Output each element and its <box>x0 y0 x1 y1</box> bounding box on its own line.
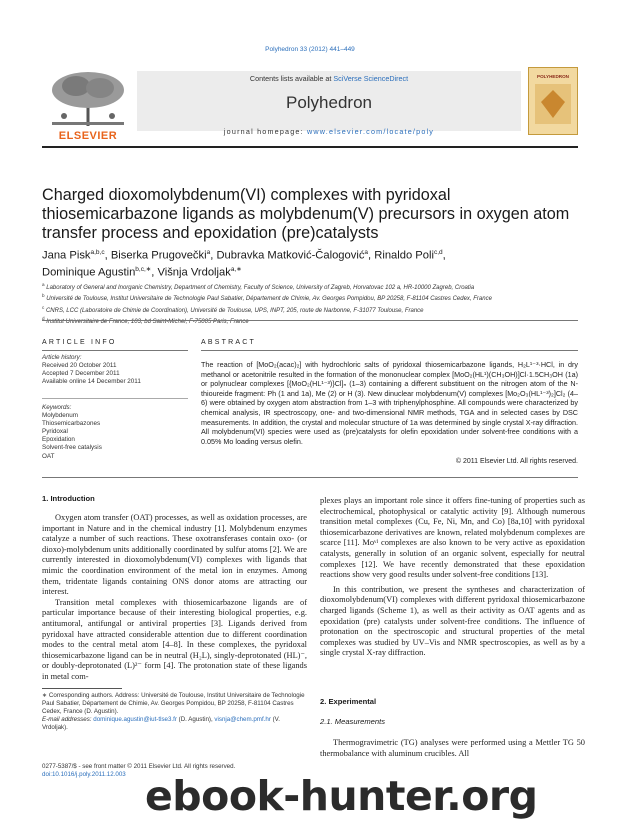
author-affiliation-mark: a,b,c <box>90 249 105 256</box>
author-separator: , <box>442 249 446 262</box>
author-name: Biserka Prugovečki <box>110 249 207 262</box>
cover-title: POLYHEDRON <box>537 74 569 79</box>
contents-line <box>137 74 521 83</box>
right-column-body <box>320 496 585 659</box>
affiliation-text: Laboratory of General and Inorganic Chemistry, Department of Chemistry, Faculty of Science, University of Zagreb, Horvatovac 102 a, HR-10000 Zagreb, Croatia <box>44 285 475 291</box>
email-owner: (V. Vrdoljak). <box>42 716 280 731</box>
copyright: © 2011 Elsevier Ltd. All rights reserved. <box>455 458 578 465</box>
history-received: Received 20 October 2011 <box>42 362 117 370</box>
author-affiliation-mark: a <box>206 249 211 256</box>
divider <box>42 350 188 351</box>
header-rule <box>42 146 578 148</box>
journal-name: Polyhedron <box>285 93 372 112</box>
keyword: OAT <box>42 452 55 460</box>
article-history <box>42 354 188 386</box>
history-label: Article history: <box>42 354 82 361</box>
doi-link[interactable]: doi:10.1016/j.poly.2011.12.003 <box>42 771 126 778</box>
keyword: Pyridoxal <box>42 428 68 436</box>
affiliation <box>42 304 582 315</box>
history-accepted: Accepted 7 December 2011 <box>42 370 120 378</box>
keywords <box>42 404 188 461</box>
intro-paragraph: Oxygen atom transfer (OAT) processes, as well as oxidation processes, are important in Nature and in the chemical industry [1]. Molybdenum enzymes catalyze a number of such reactions. These oxotransferases contain oxo- (or dioxo)-molybdenum units additionally coordinated by sulfur atoms [2]. We are currently interested in dioxomolybdenum(VI) complexes with ligands that mimic the coordination environment of the metal ion in enzymes. Among them, tridentate ligands containing ONS donor atoms are attracting our interest. <box>42 513 307 597</box>
subsection-heading-measurements: 2.1. Measurements <box>320 717 385 726</box>
footnote-text: ∗ Corresponding authors. Address: Université de Toulouse, Institut Universitaire de Technologie Paul Sabatier, Département de Chimie, Av. Georges Pompidou, BP 20258, F-81104 Castres Cedex, France (D. Agustin). <box>42 692 305 715</box>
author-list <box>42 246 582 280</box>
article-info-heading: ARTICLE INFO <box>42 339 117 346</box>
author-name: Višnja Vrdoljak <box>157 266 231 279</box>
author-affiliation-mark: b,c,∗ <box>135 266 152 274</box>
measurements-body <box>320 738 585 759</box>
footnote-emails <box>42 716 307 732</box>
journal-homepage <box>137 127 521 136</box>
divider <box>201 350 578 351</box>
homepage-link[interactable]: www.elsevier.com/locate/poly <box>307 127 435 136</box>
issn-line: 0277-5387/$ - see front matter © 2011 Elsevier Ltd. All rights reserved. <box>42 763 236 770</box>
affiliation-mark: b <box>42 293 45 299</box>
history-online: Available online 14 December 2011 <box>42 378 141 386</box>
homepage-prefix: journal homepage: <box>223 127 308 136</box>
affiliation-mark: d <box>42 315 45 321</box>
keyword: Epoxidation <box>42 436 75 444</box>
author-separator: , <box>104 249 111 262</box>
left-column-body <box>42 513 307 683</box>
abstract-text: The reaction of [MoO₂(acac)₂] with hydrochloric salts of pyridoxal thiosemicarbazone ligands, H₂L¹⁻³·HCl, in dry methanol or acetonitrile resulted in the formation of the mononuclear complex [MoO₂(HL¹)(CH₃OH)]Cl·1.5CH₃OH (1a) or polynuclear complexes [{MoO₂(HL¹⁻³)}Cl]ₙ (1–3) containing a different substituent on the nitrogen atom of the N-thioureide fragment: Ph (1 and 1a), Me (2) or H (3). New dinuclear molybdenum(V) complexes [Mo₂O₃(HL¹⁻³)₂]Cl₂ (4–6) were obtained by oxygen atom abstraction from 1–3 with triphenylphosphine. All compounds were characterized by chemical analysis, IR spectroscopy, one- and two-dimensional NMR methods, TGA and in selected cases by DSC measurements. In addition, the crystal and molecular structure of 1a was determined by single crystal X-ray diffraction. All molybdenum(VI) species were used as (pre)catalysts for olefin epoxidation under solvent-free conditions with a 0.05% Mo loading versus olefin. <box>201 360 578 446</box>
corresponding-author-footnote <box>42 692 307 732</box>
journal-reference[interactable]: Polyhedron 33 (2012) 441–449 <box>265 46 355 53</box>
keyword: Thiosemicarbazones <box>42 420 101 428</box>
author-name: Dominique Agustin <box>42 266 136 279</box>
intro-paragraph: Transition metal complexes with thiosemicarbazone ligands are of particular importance because of their interesting biological properties, e.g. antitumoral, antifungal or antiviral properties [3]. Ligands derived from pyridoxal have attracted considerable attention due to different coordination modes to the central metal atom [4–8]. In these complexes, the pyridoxal thiosemicarbazone ligand can be in neutral (H₂L), singly-deprotonated (HL)⁻, or doubly-deprotonated (L)²⁻ form [4]. The protonation state of these ligands in metal com- <box>42 597 307 681</box>
affiliation-mark: c <box>42 304 45 310</box>
divider <box>42 477 578 478</box>
author-name: Jana Pisk <box>42 249 91 262</box>
keyword: Molybdenum <box>42 412 79 420</box>
affiliation-text: Université de Toulouse, Institut Universitaire de Technologie Paul Sabatier, Département de Chimie, Av. Georges Pompidou, BP 20258, F-81104 Castres Cedex, France <box>44 296 492 303</box>
body-paragraph: In this contribution, we present the syntheses and characterization of dioxomolybdenum(VI) complexes with different pyridoxal thiosemicarbazone charged ligands (Scheme 1), as well as their activity as OAT agents and as epoxidation (pre) catalysts under solvent-free conditions. The influence of protonation on the spectroscopic and structural properties of the metal complexes was studied by UV–Vis and NMR spectroscopies, as well as by a single crystal X-ray diffraction. <box>320 584 585 658</box>
footnote-rule <box>42 688 122 689</box>
sciencedirect-link[interactable]: SciVerse ScienceDirect <box>333 74 409 83</box>
article-title: Charged dioxomolybdenum(VI) complexes with pyridoxal thiosemicarbazone ligands as molybdenum(V) precursors in oxygen atom transfer process and epoxidation (pre)catalysts <box>42 186 570 243</box>
cover-art <box>529 68 577 134</box>
section-heading-experimental: 2. Experimental <box>320 697 377 706</box>
divider <box>42 398 188 399</box>
email-label: E-mail addresses: <box>42 716 94 723</box>
author-separator: , <box>210 249 217 262</box>
author-separator: , <box>151 266 158 279</box>
author-name: Rinaldo Poli <box>374 249 434 262</box>
keyword: Solvent-free catalysis <box>42 444 102 452</box>
affiliation <box>42 292 582 303</box>
section-heading-introduction: 1. Introduction <box>42 494 95 503</box>
contents-prefix: Contents lists available at <box>249 74 334 83</box>
email-link-agustin[interactable]: dominique.agustin@iut-tlse3.fr <box>93 716 177 723</box>
divider <box>42 320 578 321</box>
affiliation-mark: a <box>42 282 45 287</box>
publisher-wordmark: ELSEVIER <box>58 130 118 142</box>
author-affiliation-mark: c,d <box>433 249 443 256</box>
email-link-vrdoljak[interactable]: visnja@chem.pmf.hr <box>214 716 271 723</box>
keywords-label: Keywords: <box>42 404 72 411</box>
author-affiliation-mark: a,∗ <box>230 266 242 274</box>
affiliation-text: CNRS, LCC (Laboratoire de Chimie de Coordination), Université de Toulouse, UPS, INPT, 205, route de Narbonne, F-31077 Toulouse, France <box>44 307 424 314</box>
author-affiliation-mark: a <box>364 249 369 256</box>
journal-cover-thumbnail <box>528 67 578 135</box>
body-paragraph: plexes plays an important role since it offers fine-tuning of properties such as electrochemical, photophysical or catalytic activity [9]. Although numerous transition metal complexes (Cu, Fe, Ni, Mn, and Co) [8a,10] with pyridoxal thiosemicarbazone derivatives are known, related molybdenum complexes are scarce [11]. Moᵛᴵ complexes are also known to be very active as epoxidation catalysts, generally in solution of an organic solvent, especially for neutral complexes [12]. We have recently demonstrated that these epoxidation reactions show very good results under solvent-free conditions [13]. <box>320 496 585 580</box>
affiliation-text: Institut Universitaire de France, 103, bd Saint-Michel, F-75005 Paris, France <box>44 318 249 325</box>
author-separator: , <box>368 249 375 262</box>
body-paragraph: Thermogravimetric (TG) analyses were performed using a Mettler TG 50 thermobalance with aluminum crucibles. All <box>320 738 585 758</box>
watermark: ebook-hunter.org <box>145 772 538 820</box>
email-owner: (D. Agustin), <box>176 716 215 723</box>
abstract-heading: ABSTRACT <box>201 339 256 346</box>
affiliation <box>42 281 582 292</box>
author-name: Dubravka Matković-Čalogović <box>216 249 365 262</box>
